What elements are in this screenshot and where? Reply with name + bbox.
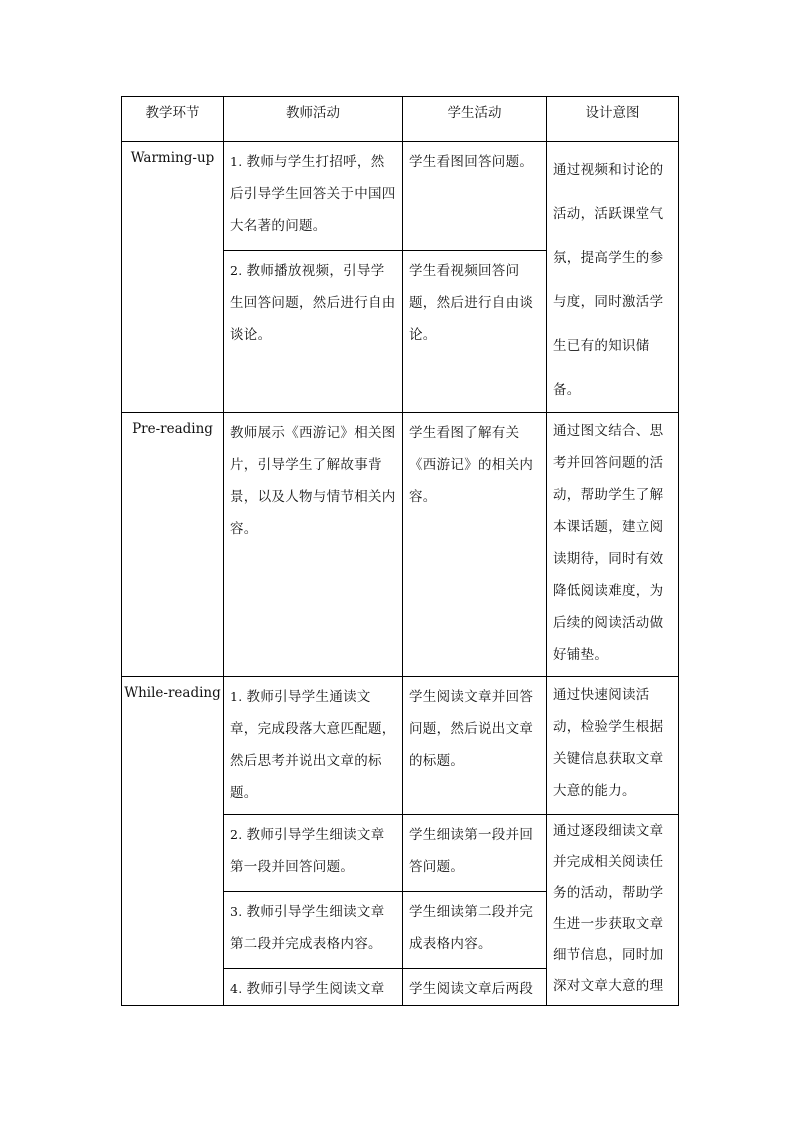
- stage-warming-up: Warming-up: [122, 142, 224, 413]
- student-activity-text: 学生阅读文章并回答问题，然后说出文章的标题。: [409, 689, 534, 769]
- item-number: 1.: [230, 689, 243, 704]
- design-intent-cell: [547, 815, 679, 1006]
- teacher-activity-text: 教师与学生打招呼，然后引导学生回答关于中国四大名著的问题。: [230, 154, 396, 234]
- student-activity-text: 学生阅读文章后两段: [409, 981, 534, 997]
- stage-pre-reading: Pre-reading: [122, 413, 224, 677]
- lesson-plan-table: [121, 96, 679, 1006]
- stage-while-reading: While-reading: [122, 677, 224, 1006]
- student-activity-text: 学生看图了解有关《西游记》的相关内容。: [409, 425, 534, 505]
- item-number: 2.: [230, 827, 243, 842]
- teacher-activity-cell: [224, 969, 403, 1006]
- teacher-activity-cell: [224, 677, 403, 815]
- table-row: [122, 142, 679, 251]
- teacher-activity-cell: [224, 815, 403, 892]
- student-activity-text: 学生看视频回答问题，然后进行自由谈论。: [409, 263, 534, 344]
- design-intent-cell: [547, 142, 679, 413]
- student-activity-text: 学生看图回答问题。: [409, 154, 534, 170]
- teacher-activity-cell: [224, 413, 403, 677]
- teacher-activity-text: 教师引导学生阅读文章: [246, 981, 385, 997]
- student-activity-text: 学生细读第二段并完成表格内容。: [409, 904, 534, 952]
- student-activity-cell: [403, 677, 547, 815]
- header-stage: 教学环节: [122, 97, 224, 142]
- student-activity-text: 学生细读第一段并回答问题。: [409, 827, 534, 875]
- header-teacher-activity: 教师活动: [224, 97, 403, 142]
- item-number: 3.: [230, 904, 243, 919]
- design-intent-text: 通过图文结合、思考并回答问题的活动，帮助学生了解本课话题，建立阅读期待，同时有效降低阅读难度，为后续的阅读活动做好铺垫。: [553, 423, 664, 663]
- table-row: [122, 413, 679, 677]
- teacher-activity-text: 教师引导学生细读文章第二段并完成表格内容。: [230, 904, 385, 952]
- teacher-activity-text: 教师引导学生细读文章第一段并回答问题。: [230, 827, 385, 875]
- student-activity-cell: [403, 413, 547, 677]
- student-activity-cell: [403, 142, 547, 251]
- teacher-activity-cell: [224, 892, 403, 969]
- design-intent-text: 通过逐段细读文章并完成相关阅读任务的活动，帮助学生进一步获取文章细节信息，同时加深对文章大意的理: [553, 823, 664, 994]
- student-activity-cell: [403, 969, 547, 1006]
- design-intent-text: 通过视频和讨论的活动，活跃课堂气氛，提高学生的参与度，同时激活学生已有的知识储备。: [553, 162, 664, 398]
- item-number: 4.: [230, 981, 243, 996]
- teacher-activity-cell: [224, 251, 403, 413]
- teacher-activity-text: 教师引导学生通读文章，完成段落大意匹配题，然后思考并说出文章的标题。: [230, 689, 396, 801]
- teacher-activity-text: 教师展示《西游记》相关图片，引导学生了解故事背景，以及人物与情节相关内容。: [230, 425, 396, 537]
- item-number: 2.: [230, 263, 243, 279]
- student-activity-cell: [403, 251, 547, 413]
- item-number: 1.: [230, 154, 243, 169]
- table-row: [122, 677, 679, 815]
- student-activity-cell: [403, 892, 547, 969]
- design-intent-text: 通过快速阅读活动，检验学生根据关键信息获取文章大意的能力。: [553, 687, 664, 799]
- teacher-activity-cell: [224, 142, 403, 251]
- teacher-activity-text: 教师播放视频，引导学生回答问题，然后进行自由谈论。: [230, 263, 396, 344]
- design-intent-cell: [547, 677, 679, 815]
- header-student-activity: 学生活动: [403, 97, 547, 142]
- student-activity-cell: [403, 815, 547, 892]
- design-intent-cell: [547, 413, 679, 677]
- header-row: [122, 97, 679, 142]
- header-design-intent: 设计意图: [547, 97, 679, 142]
